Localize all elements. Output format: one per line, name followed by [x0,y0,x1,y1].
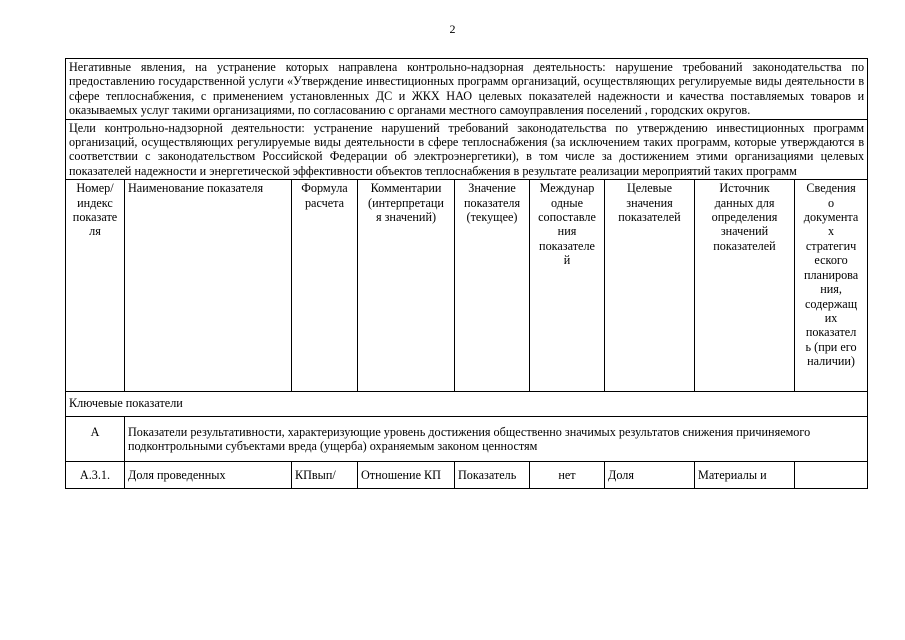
header-index: Номер/ индекс показате ля [66,180,125,392]
a31-target: Доля [605,462,695,488]
a31-international: нет [530,462,605,488]
section-a-code: А [66,416,125,462]
row-a31 [66,462,868,488]
a31-current-value: Показатель [455,462,530,488]
header-formula: Формула расчета [292,180,358,392]
page-number: 2 [449,22,456,36]
goals-row [66,119,868,180]
section-a-row [66,416,868,462]
header-international-comparison: Междунар одные сопоставле ния показателе й [530,180,605,392]
negative-phenomena-row [66,59,868,120]
header-current-value: Значение показателя (текущее) [455,180,530,392]
a31-name: Доля проведенных [125,462,292,488]
key-indicators-label: Ключевые показатели [66,392,868,416]
indicators-table [65,58,868,489]
header-row [66,180,868,392]
header-name: Наименование показателя [125,180,292,392]
a31-code: А.3.1. [66,462,125,488]
header-target-values: Целевые значения показателей [605,180,695,392]
goals-text: Цели контрольно-надзорной деятельности: устранение нарушений требований законодательства по утверждению инвестиционных программ организаций, осуществляющих регулируемые виды деятельности в сфере теплоснабжения (за исключением таких программ, которые утверждаются в соответствии с законодательством Российской Федерации об электроэнергетики), в том числе за достижением этими организациями целевых показателей надежности и энергетической эффективности объектов теплоснабжения в результате реализации мероприятий таких программ [66,119,868,180]
negative-phenomena-text: Негативные явления, на устранение которых направлена контрольно-надзорная деятельность: нарушение требований законодательства по предоставлению государственной услуги «Утверждение инвестиционных программ организаций, осуществляющих регулируемые виды деятельности в сфере теплоснабжения, с применением установленных ДС и ЖКХ НАО целевых показателей надежности и качества поставляемых товаров и оказываемых услуг такими организациями, по согласованию с органами местного самоуправления поселений , городских округов. [66,59,868,120]
header-strategic-documents: Сведения о документа х стратегич еского планирова ния, содержащ их показател ь (при его наличии) [795,180,868,392]
a31-strategic [795,462,868,488]
key-indicators-row [66,392,868,416]
header-comments: Комментарии (интерпретаци я значений) [358,180,455,392]
a31-formula: КПвып/ [292,462,358,488]
section-a-text: Показатели результативности, характеризующие уровень достижения общественно значимых результатов снижения причиняемого подконтрольными субъектами вреда (ущерба) охраняемым законом ценностям [125,416,868,462]
header-data-source: Источник данных для определения значений показателей [695,180,795,392]
a31-comment: Отношение КП [358,462,455,488]
a31-source: Материалы и [695,462,795,488]
